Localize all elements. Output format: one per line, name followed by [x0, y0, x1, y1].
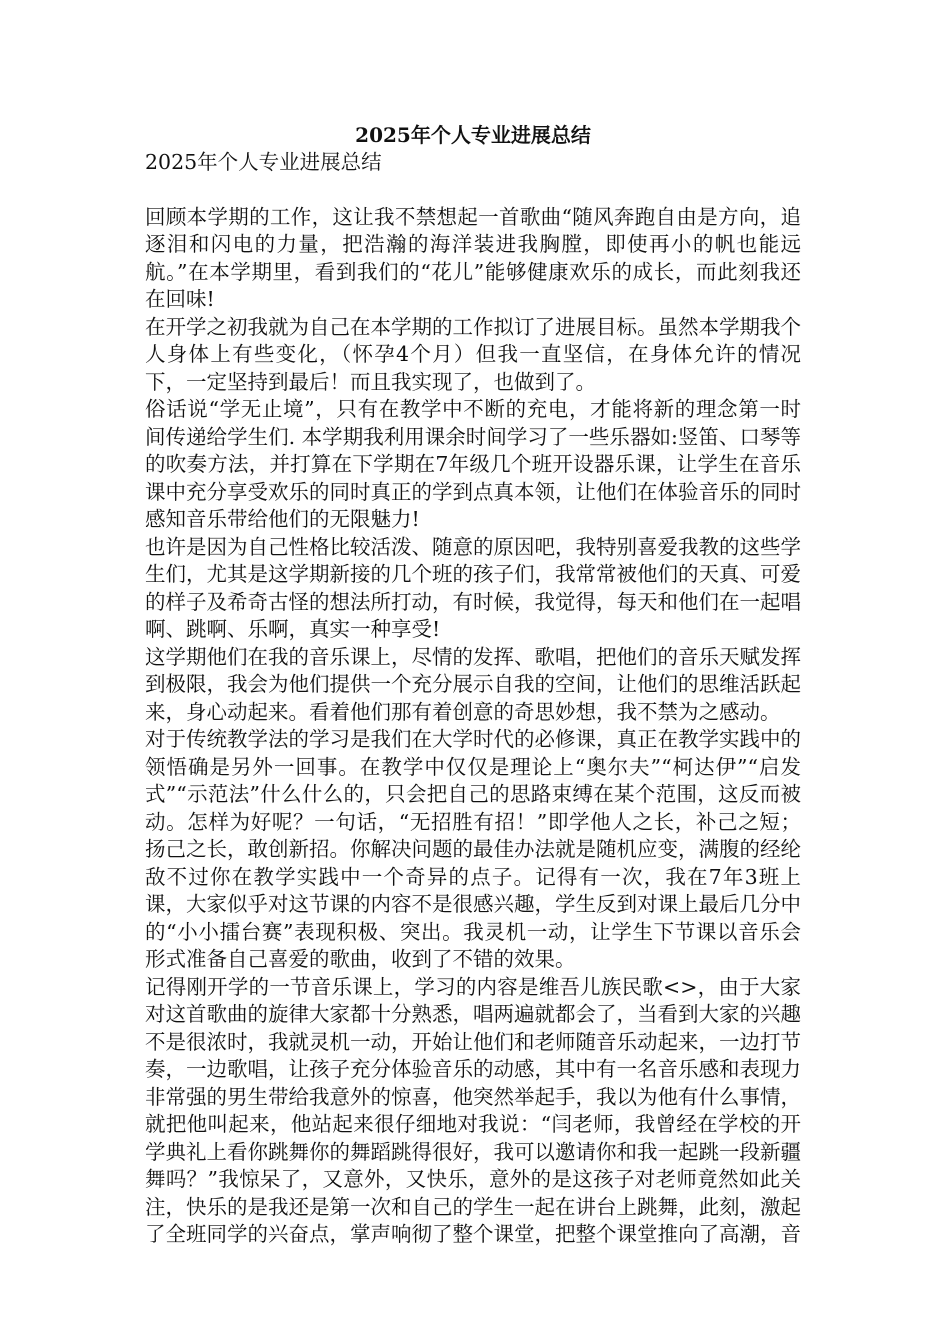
document-body [145, 122, 801, 1249]
paragraph-goals: 在开学之初我就为自己在本学期的工作拟订了进展目标。虽然本学期我个人身体上有些变化，（怀孕4个月）但我一直坚信，在身体允许的情况下，一定坚持到最后！而且我实现了，也做到了。 [145, 314, 801, 394]
document-subtitle: 2025年个人专业进展总结 [145, 150, 382, 174]
paragraph-review: 回顾本学期的工作，这让我不禁想起一首歌曲“随风奔跑自由是方向，追逐泪和闪电的力量，把浩瀚的海洋装进我胸膛，即使再小的帆也能远航。”在本学期里，看到我们的“花儿”能够健康欢乐的成长，而此刻我还在回味! [145, 204, 801, 311]
paragraph-music-class: 这学期他们在我的音乐课上，尽情的发挥、歌唱，把他们的音乐天赋发挥到极限，我会为他们提供一个充分展示自我的空间，让他们的思维活跃起来，身心动起来。看着他们那有着创意的奇思妙想，我不禁为之感动。 [145, 644, 801, 724]
paragraph-teaching-method: 对于传统教学法的学习是我们在大学时代的必修课，真正在教学实践中的领悟确是另外一回事。在教学中仅仅是理论上“奥尔夫”“柯达伊”“启发式”“示范法”什么什么的，只会把自己的思路束缚在某个范围，这反而被动。怎样为好呢？一句话，“无招胜有招！”即学他人之长，补己之短；扬己之长，敢创新招。你解决问题的最佳办法就是随机应变，满腹的经纶敌不过你在教学实践中一个奇异的点子。记得有一次，我在7年3班上课，大家似乎对这节课的内容不是很感兴趣，学生反到对课上最后几分中的“小小擂台赛”表现积极、突出。我灵机一动，让学生下节课以音乐会形式准备自己喜爱的歌曲，收到了不错的效果。 [145, 727, 801, 971]
paragraph-dance-story: 记得刚开学的一节音乐课上，学习的内容是维吾儿族民歌<>，由于大家对这首歌曲的旋律大家都十分熟悉，唱两遍就都会了，当看到大家的兴趣不是很浓时，我就灵机一动，开始让他们和老师随音乐动起来，一边打节奏，一边歌唱，让孩子充分体验音乐的动感，其中有一名音乐感和表现力非常强的男生带给我意外的惊喜，他突然举起手，我以为他有什么事情，就把他叫起来，他站起来很仔细地对我说：“闫老师，我曾经在学校的开学典礼上看你跳舞你的舞蹈跳得很好，我可以邀请你和我一起跳一段新疆舞吗？”我惊呆了，又意外，又快乐，意外的是这孩子对老师竟然如此关注，快乐的是我还是第一次和自己的学生一起在讲台上跳舞，此刻，激起了全班同学的兴奋点，掌声响彻了整个课堂，把整个课堂推向了高潮，音 [145, 974, 801, 1246]
document-title: 2025年个人专业进展总结 [355, 123, 591, 147]
paragraph-learning: 俗话说“学无止境”，只有在教学中不断的充电，才能将新的理念第一时间传递给学生们. 本学期我利用课余时间学习了一些乐器如:竖笛、口琴等的吹奏方法，并打算在下学期在7年级几个班开设器乐课，让学生在音乐课中充分享受欢乐的同时真正的学到点真本领，让他们在体验音乐的同时感知音乐带给他们的无限魅力! [145, 397, 801, 531]
paragraph-students: 也许是因为自己性格比较活泼、随意的原因吧，我特别喜爱我教的这些学生们，尤其是这学期新接的几个班的孩子们，我常常被他们的天真、可爱的样子及希奇古怪的想法所打动，有时候，我觉得，每天和他们在一起唱啊、跳啊、乐啊，真实一种享受! [145, 534, 801, 641]
